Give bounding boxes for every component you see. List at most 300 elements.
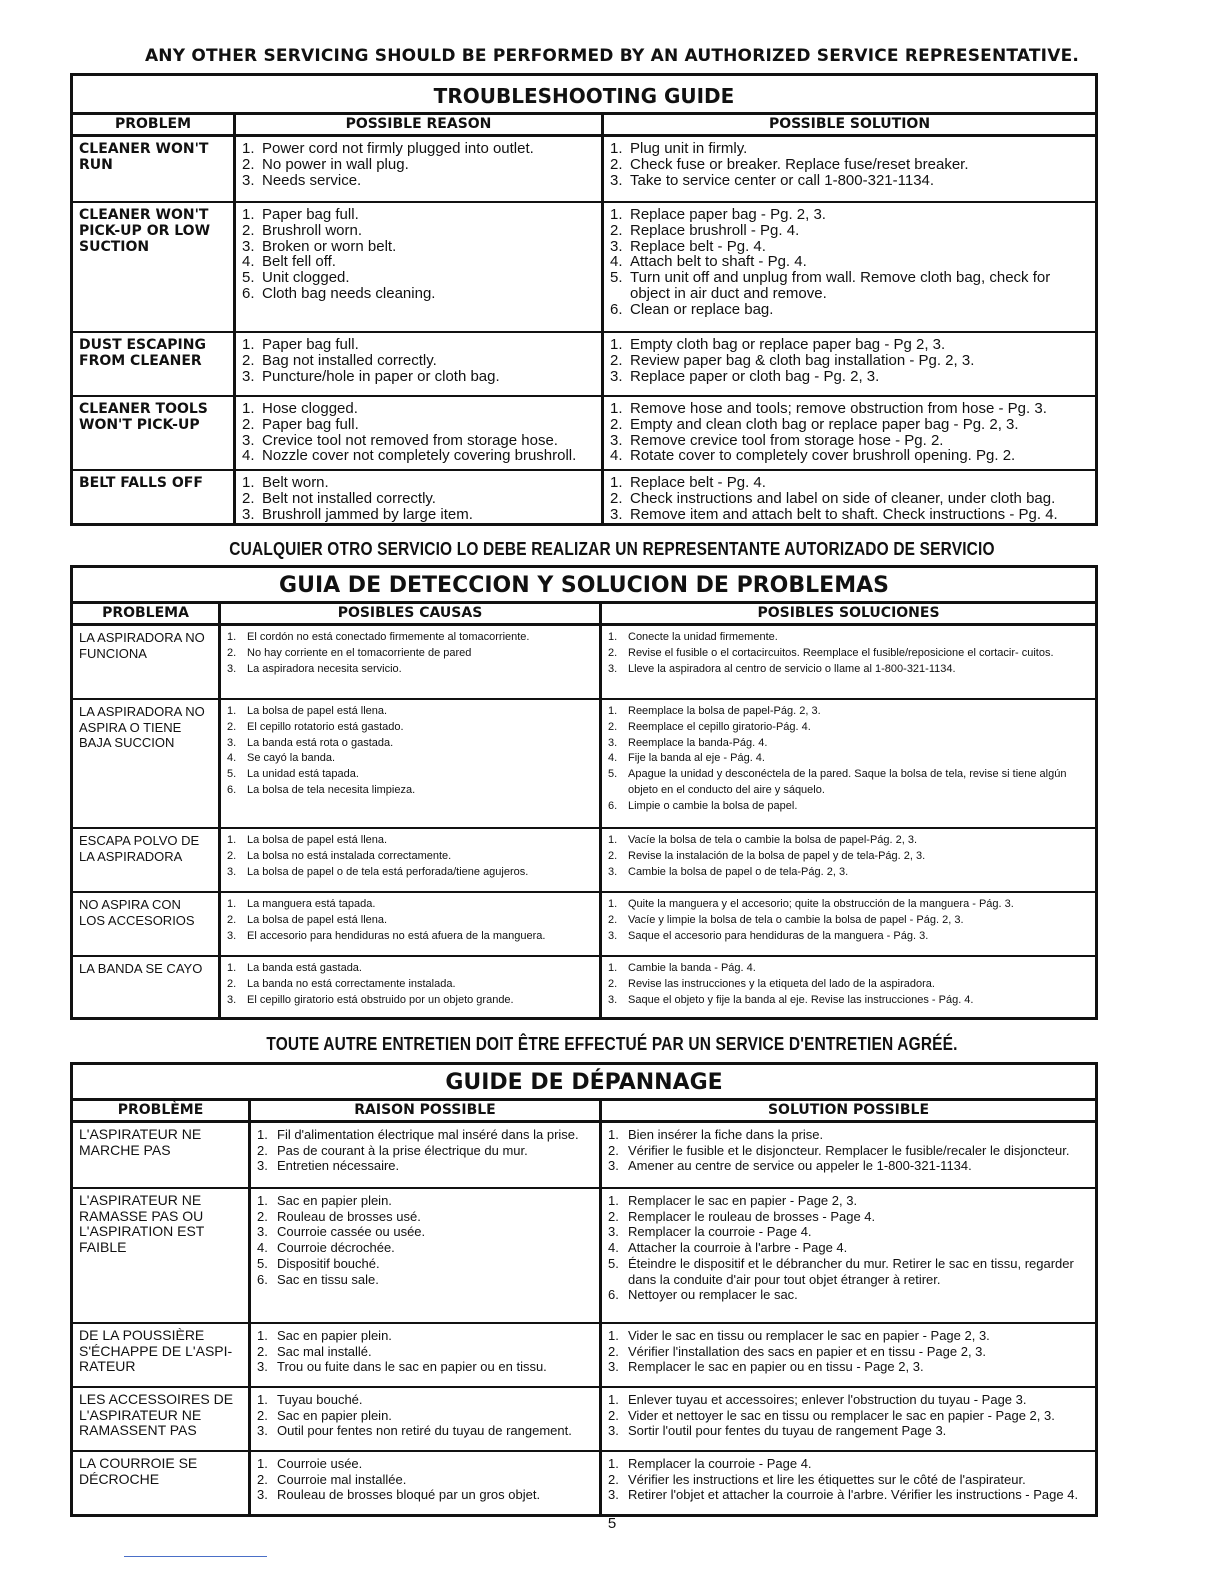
reason-list <box>227 630 594 677</box>
list-item <box>608 1408 1090 1424</box>
footer-rule <box>124 1556 267 1557</box>
solution-list <box>608 704 1090 815</box>
list-item <box>242 239 596 255</box>
header-reason: POSSIBLE REASON <box>233 115 601 134</box>
item-number: 1. <box>608 1328 619 1343</box>
item-number: 3. <box>257 1158 268 1174</box>
list-item <box>608 865 1090 881</box>
item-number: 3. <box>610 171 623 189</box>
solution-cell <box>601 471 1095 523</box>
list-item <box>257 1487 594 1503</box>
list-item <box>257 1408 594 1424</box>
list-item <box>242 417 596 433</box>
list-item <box>257 1472 594 1488</box>
item-number: 2. <box>257 1343 268 1359</box>
problem-cell <box>73 957 218 1017</box>
item-number: 1. <box>227 834 237 846</box>
item-number: 2. <box>608 1471 619 1487</box>
reason-cell <box>218 626 599 698</box>
solution-list <box>608 961 1090 1008</box>
item-text: Paper bag full. <box>262 206 359 223</box>
reason-list <box>257 1328 594 1375</box>
item-number: 1. <box>610 400 623 417</box>
list-item <box>610 369 1090 385</box>
list-item <box>608 662 1090 678</box>
list-item <box>610 401 1090 417</box>
reason-list <box>257 1193 594 1287</box>
item-number: 2. <box>257 1142 268 1158</box>
item-number: 4. <box>610 447 623 465</box>
list-item <box>608 1344 1090 1360</box>
item-text: Conecte la unidad firmemente. <box>628 631 778 643</box>
item-number: 5. <box>227 768 237 781</box>
problem-line: LA ASPIRADORA NO <box>79 704 205 719</box>
item-text: Revise el fusible o el cortacircuitos. Reemplace el fusible/reposicione el cortacir- cuitos. <box>628 646 1054 659</box>
problem-cell <box>73 397 233 469</box>
problem-line: PICK-UP OR LOW <box>79 223 211 239</box>
header-solution-fr: SOLUTION POSSIBLE <box>599 1101 1095 1120</box>
item-number: 3. <box>227 993 237 1006</box>
list-item <box>227 977 594 993</box>
list-item <box>608 646 1090 662</box>
reason-list <box>227 897 594 944</box>
item-number: 1. <box>610 206 623 223</box>
item-number: 1. <box>227 962 237 974</box>
problem-cell <box>73 829 218 891</box>
item-number: 3. <box>242 431 255 449</box>
item-number: 1. <box>242 206 255 223</box>
item-number: 2. <box>608 720 618 733</box>
item-text: Brushroll jammed by large item. <box>262 505 473 523</box>
problem-cell <box>73 471 233 523</box>
item-number: 4. <box>257 1240 268 1256</box>
list-item <box>242 448 596 464</box>
item-text: Cambie la banda - Pág. 4. <box>628 962 756 974</box>
french-service-notice: TOUTE AUTRE ENTRETIEN DOIT ÊTRE EFFECTUÉ PAR UN SERVICE D'ENTRETIEN AGRÉÉ. <box>266 1034 958 1054</box>
problem-line: L'ASPIRATEUR NE <box>79 1126 202 1142</box>
item-number: 3. <box>227 929 237 942</box>
problem-line: LA ASPIRADORA NO <box>79 630 205 645</box>
list-item <box>608 961 1090 977</box>
list-item <box>242 141 596 157</box>
item-number: 1. <box>227 705 237 717</box>
item-text: Needs service. <box>262 171 362 189</box>
reason-list <box>242 337 596 384</box>
item-number: 2. <box>608 1208 619 1224</box>
item-text: Saque el objeto y fije la banda al eje. Revise las instrucciones - Pág. 4. <box>628 993 974 1006</box>
solution-cell <box>601 203 1095 331</box>
list-item <box>608 1224 1090 1240</box>
list-item <box>227 833 594 849</box>
reason-cell <box>248 1324 599 1386</box>
list-item <box>608 1256 1090 1287</box>
header-solution: POSSIBLE SOLUTION <box>601 115 1095 134</box>
item-number: 3. <box>608 662 618 675</box>
item-text: Vacíe la bolsa de tela o cambie la bolsa de papel-Pág. 2, 3. <box>628 834 918 846</box>
item-text: Replace brushroll - Pg. 4. <box>630 221 800 239</box>
item-number: 2. <box>610 221 623 239</box>
item-text: Lleve la aspiradora al centro de servicio o llame al 1-800-321-1134. <box>628 662 956 675</box>
list-item <box>608 977 1090 993</box>
list-item <box>610 254 1090 270</box>
item-text: Vider et nettoyer le sac en tissu ou remplacer le sac en papier - Page 2, 3. <box>628 1407 1055 1423</box>
problem-line: DÉCROCHE <box>79 1470 160 1487</box>
item-text: La aspiradora necesita servicio. <box>247 662 402 675</box>
item-text: Sac en papier plein. <box>277 1407 392 1423</box>
table-row <box>73 827 1095 891</box>
list-item <box>227 662 594 678</box>
item-text: Paper bag full. <box>262 336 359 353</box>
item-number: 4. <box>608 752 618 765</box>
item-text: Nozzle cover not completely covering brushroll. <box>262 447 577 465</box>
solution-list <box>608 1392 1090 1439</box>
item-number: 2. <box>257 1208 268 1224</box>
list-item <box>257 1127 594 1143</box>
reason-list <box>257 1127 594 1174</box>
table-row <box>73 469 1095 523</box>
item-text: Revise la instalación de la bolsa de papel y de tela-Pág. 2, 3. <box>628 849 926 862</box>
item-number: 1. <box>608 834 618 846</box>
item-text: Vérifier les instructions et lire les étiquettes sur le côté de l'aspirateur. <box>628 1471 1026 1487</box>
list-item <box>608 1158 1090 1174</box>
list-item <box>257 1256 594 1272</box>
item-number: 2. <box>242 155 255 173</box>
problem-line: BELT FALLS OFF <box>79 475 203 491</box>
reason-cell <box>218 829 599 891</box>
item-text: Cloth bag needs cleaning. <box>262 284 436 302</box>
item-number: 3. <box>610 367 623 385</box>
problem-line: MARCHE PAS <box>79 1141 171 1158</box>
item-text: Belt fell off. <box>262 253 336 271</box>
french-guide-title: GUIDE DE DÉPANNAGE <box>73 1065 1095 1101</box>
solution-cell <box>599 1189 1095 1322</box>
list-item <box>608 849 1090 865</box>
solution-list <box>608 897 1090 944</box>
list-item <box>608 913 1090 929</box>
reason-cell <box>233 397 601 469</box>
list-item <box>257 1143 594 1159</box>
list-item <box>257 1328 594 1344</box>
list-item <box>242 507 596 523</box>
list-item <box>227 929 594 945</box>
solution-list <box>610 141 1090 188</box>
item-text: Saque el accesorio para hendiduras de la manguera - Pág. 3. <box>628 929 929 942</box>
item-text: No hay corriente en el tomacorriente de pared <box>247 646 472 659</box>
item-text: Retirer l'objet et attacher la courroie à l'arbre. Vérifier les instructions - Page 4. <box>628 1487 1079 1503</box>
item-number: 3. <box>257 1423 268 1439</box>
list-item <box>610 223 1090 239</box>
item-text: Paper bag full. <box>262 415 359 433</box>
item-text: El cepillo rotatorio está gastado. <box>247 720 404 733</box>
item-number: 4. <box>610 253 623 271</box>
item-number: 4. <box>227 752 237 765</box>
reason-cell <box>233 203 601 331</box>
item-text: Bag not installed correctly. <box>262 351 437 369</box>
item-text: Sac en tissu sale. <box>277 1271 379 1287</box>
list-item <box>227 646 594 662</box>
item-number: 5. <box>242 269 255 287</box>
item-number: 2. <box>227 646 237 659</box>
item-number: 1. <box>608 898 618 910</box>
item-number: 2. <box>227 913 237 926</box>
item-text: Limpie o cambie la bolsa de papel. <box>628 799 798 812</box>
item-text: El cepillo giratorio está obstruido por un objeto grande. <box>247 993 514 1006</box>
list-item <box>608 1287 1090 1303</box>
solution-cell <box>601 397 1095 469</box>
problem-line: LA ASPIRADORA <box>79 848 183 864</box>
list-item <box>257 1209 594 1225</box>
reason-list <box>242 207 596 302</box>
table-row <box>73 201 1095 331</box>
item-number: 2. <box>227 720 237 733</box>
item-text: Turn unit off and unplug from wall. Remove cloth bag, check for object in air duct and remove. <box>630 269 1051 302</box>
item-text: Check fuse or breaker. Replace fuse/reset breaker. <box>630 155 969 173</box>
item-number: 2. <box>610 155 623 173</box>
list-item <box>257 1240 594 1256</box>
item-number: 2. <box>242 351 255 369</box>
item-text: Se cayó la banda. <box>247 752 336 765</box>
list-item <box>608 1423 1090 1439</box>
solution-list <box>610 475 1090 522</box>
table-row <box>73 698 1095 827</box>
list-item <box>608 1143 1090 1159</box>
problem-line: LA BANDA SE CAYO <box>79 961 203 976</box>
item-number: 2. <box>608 849 618 862</box>
item-text: Belt not installed correctly. <box>262 489 436 507</box>
list-item <box>257 1158 594 1174</box>
item-text: La bolsa no está instalada correctamente. <box>247 849 452 862</box>
spanish-table-header <box>73 604 1095 626</box>
reason-cell <box>233 137 601 201</box>
item-number: 3. <box>608 736 618 749</box>
item-number: 2. <box>608 913 618 926</box>
header-causas: POSIBLES CAUSAS <box>218 604 599 623</box>
list-item <box>608 1328 1090 1344</box>
problem-line: SUCTION <box>79 239 150 255</box>
reason-list <box>257 1456 594 1503</box>
problem-line: RAMASSENT PAS <box>79 1422 197 1438</box>
item-text: Outil pour fentes non retiré du tuyau de rangement. <box>277 1423 572 1439</box>
list-item <box>608 1240 1090 1256</box>
item-number: 2. <box>610 351 623 369</box>
item-number: 2. <box>608 977 618 990</box>
solution-cell <box>599 626 1095 698</box>
item-number: 6. <box>608 1287 619 1303</box>
table-row <box>73 1386 1095 1450</box>
list-item <box>227 751 594 767</box>
header-raison: RAISON POSSIBLE <box>248 1101 599 1120</box>
item-text: Tuyau bouché. <box>277 1392 363 1407</box>
item-text: Remove crevice tool from storage hose - Pg. 2. <box>630 431 944 449</box>
spanish-table-rows <box>73 626 1095 1017</box>
item-number: 3. <box>608 1224 619 1240</box>
list-item <box>608 1127 1090 1143</box>
problem-line: RATEUR <box>79 1358 136 1374</box>
table-row <box>73 137 1095 201</box>
header-probleme: PROBLÈME <box>117 1102 204 1118</box>
list-item <box>610 207 1090 223</box>
table-row <box>73 626 1095 698</box>
item-number: 3. <box>242 505 255 523</box>
list-item <box>227 783 594 799</box>
item-text: Empty and clean cloth bag or replace paper bag - Pg. 2, 3. <box>630 415 1019 433</box>
item-number: 1. <box>242 474 255 491</box>
problem-cell <box>73 1123 248 1187</box>
list-item <box>227 630 594 646</box>
item-text: Dispositif bouché. <box>277 1255 380 1271</box>
problem-cell <box>73 626 218 698</box>
reason-cell <box>218 893 599 955</box>
item-number: 5. <box>610 269 623 287</box>
item-text: Unit clogged. <box>262 269 350 287</box>
solution-cell <box>599 829 1095 891</box>
spanish-troubleshooting-table <box>70 565 1098 1020</box>
item-number: 1. <box>257 1456 268 1471</box>
solution-list <box>610 401 1090 464</box>
problem-cell <box>73 203 233 331</box>
problem-line: CLEANER WON'T <box>79 207 209 223</box>
list-item <box>608 736 1090 752</box>
item-number: 1. <box>242 140 255 157</box>
list-item <box>610 475 1090 491</box>
list-item <box>227 993 594 1009</box>
list-item <box>608 720 1090 736</box>
item-number: 1. <box>227 631 237 643</box>
spanish-guide-title: GUIA DE DETECCION Y SOLUCION DE PROBLEMAS <box>73 568 1095 604</box>
item-number: 3. <box>257 1487 268 1503</box>
item-text: La unidad está tapada. <box>247 768 359 781</box>
item-number: 3. <box>608 929 618 942</box>
item-number: 3. <box>610 237 623 255</box>
solution-cell <box>599 1388 1095 1450</box>
problem-cell <box>73 137 233 201</box>
table-row <box>73 331 1095 395</box>
item-number: 6. <box>242 284 255 302</box>
item-text: Apague la unidad y desconéctela de la pared. Saque la bolsa de tela, revise si tiene algún objeto en el conducto del aire y sáquelo. <box>628 768 1067 796</box>
list-item <box>242 353 596 369</box>
problem-line: WON'T PICK-UP <box>79 417 200 433</box>
item-text: Remove item and attach belt to shaft. Check instructions - Pg. 4. <box>630 505 1058 523</box>
item-text: La banda está gastada. <box>247 962 362 974</box>
item-number: 2. <box>610 415 623 433</box>
item-text: La manguera está tapada. <box>247 898 376 910</box>
item-text: Enlever tuyau et accessoires; enlever l'obstruction du tuyau - Page 3. <box>628 1392 1027 1407</box>
item-number: 6. <box>227 783 237 796</box>
item-text: Empty cloth bag or replace paper bag - Pg 2, 3. <box>630 336 946 353</box>
reason-cell <box>248 1388 599 1450</box>
item-number: 3. <box>610 505 623 523</box>
solution-list <box>608 1127 1090 1174</box>
problem-line: LES ACCESSOIRES DE <box>79 1391 234 1407</box>
table-row <box>73 395 1095 469</box>
problem-line: RAMASSE PAS OU <box>79 1207 204 1224</box>
item-number: 3. <box>608 1487 619 1503</box>
table-row <box>73 955 1095 1017</box>
table-row <box>73 1187 1095 1322</box>
item-text: La banda está rota o gastada. <box>247 736 394 749</box>
item-text: La bolsa de papel o de tela está perforada/tiene agujeros. <box>247 865 529 878</box>
item-text: Power cord not firmly plugged into outlet. <box>262 140 534 157</box>
list-item <box>257 1193 594 1209</box>
page-number: 5 <box>607 1515 617 1532</box>
list-item <box>610 507 1090 523</box>
item-text: El accesorio para hendiduras no está afuera de la manguera. <box>247 929 546 942</box>
item-number: 4. <box>242 253 255 271</box>
item-text: Reemplace el cepillo giratorio-Pág. 4. <box>628 720 811 733</box>
english-troubleshooting-table <box>70 73 1098 526</box>
table-row <box>73 1450 1095 1514</box>
item-number: 3. <box>257 1359 268 1375</box>
item-number: 1. <box>608 631 618 643</box>
list-item <box>242 401 596 417</box>
item-number: 3. <box>242 237 255 255</box>
reason-list <box>242 141 596 188</box>
solution-cell <box>599 893 1095 955</box>
list-item <box>227 849 594 865</box>
item-number: 1. <box>242 400 255 417</box>
item-text: Clean or replace bag. <box>630 300 774 318</box>
french-table-rows <box>73 1123 1095 1514</box>
item-text: Puncture/hole in paper or cloth bag. <box>262 367 500 385</box>
item-text: La bolsa de papel está llena. <box>247 705 388 717</box>
problem-line: FUNCIONA <box>79 645 147 661</box>
list-item <box>257 1392 594 1408</box>
item-text: Entretien nécessaire. <box>277 1158 400 1174</box>
item-number: 1. <box>608 1127 619 1142</box>
item-number: 6. <box>257 1271 268 1287</box>
item-number: 2. <box>242 489 255 507</box>
item-text: Replace paper bag - Pg. 2, 3. <box>630 206 826 223</box>
list-item <box>242 369 596 385</box>
item-number: 3. <box>608 1158 619 1174</box>
problem-cell <box>73 1324 248 1386</box>
item-text: Vérifier l'installation des sacs en papier et en tissu - Page 2, 3. <box>628 1343 987 1359</box>
item-number: 3. <box>608 1423 619 1439</box>
item-number: 5. <box>608 768 618 781</box>
item-text: La bolsa de papel está llena. <box>247 913 388 926</box>
item-number: 1. <box>608 1456 619 1471</box>
problem-line: L'ASPIRATEUR NE <box>79 1406 202 1423</box>
solution-cell <box>599 1452 1095 1514</box>
item-number: 2. <box>608 1142 619 1158</box>
list-item <box>608 751 1090 767</box>
item-text: Trou ou fuite dans le sac en papier ou en tissu. <box>277 1359 547 1375</box>
problem-line: L'ASPIRATEUR NE <box>79 1192 202 1208</box>
list-item <box>610 353 1090 369</box>
problem-line: L'ASPIRATION EST <box>79 1223 205 1239</box>
list-item <box>610 337 1090 353</box>
solution-list <box>610 337 1090 384</box>
item-number: 2. <box>227 977 237 990</box>
item-number: 2. <box>242 221 255 239</box>
item-number: 3. <box>227 865 237 878</box>
list-item <box>227 913 594 929</box>
list-item <box>610 491 1090 507</box>
item-text: Cambie la bolsa de papel o de tela-Pág. 2, 3. <box>628 865 849 878</box>
reason-cell <box>233 471 601 523</box>
list-item <box>608 767 1090 799</box>
english-guide-title: TROUBLESHOOTING GUIDE <box>73 76 1095 115</box>
item-text: Fije la banda al eje - Pág. 4. <box>628 752 765 765</box>
list-item <box>227 865 594 881</box>
item-number: 2. <box>257 1471 268 1487</box>
table-row <box>73 1123 1095 1187</box>
item-text: Reemplace la bolsa de papel-Pág. 2, 3. <box>628 705 821 717</box>
solution-cell <box>599 1324 1095 1386</box>
item-number: 4. <box>242 447 255 465</box>
reason-cell <box>248 1452 599 1514</box>
list-item <box>608 897 1090 913</box>
